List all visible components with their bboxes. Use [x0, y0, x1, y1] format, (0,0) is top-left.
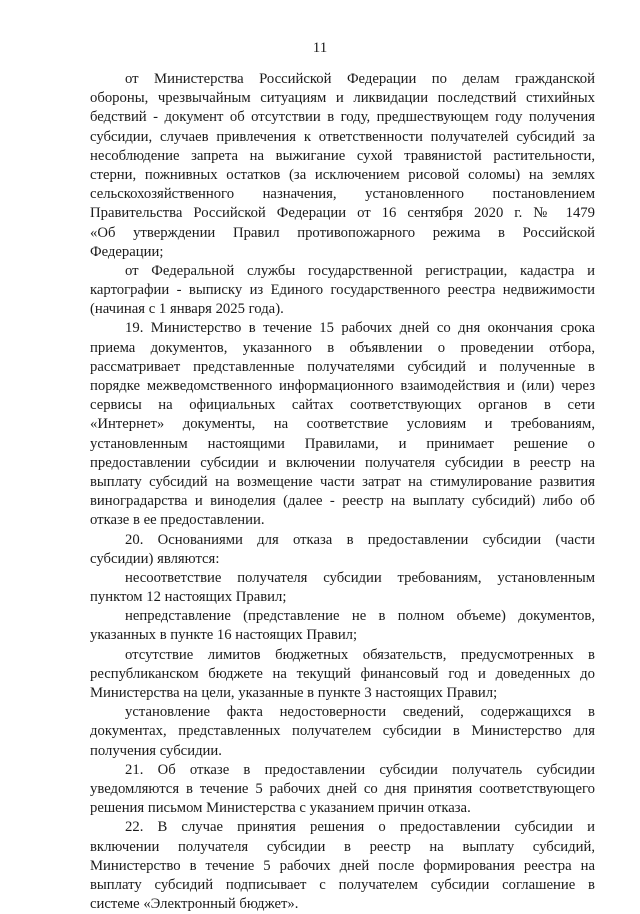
text-line: несоответствие получателя субсидии требованиям, установленным	[125, 569, 595, 586]
text-line: «Об утверждении Правил противопожарного режима в Российской	[90, 224, 595, 241]
text-line: сервисы на официальных сайтах соответствующих органов в сети	[90, 397, 595, 414]
text-line: от Министерства Российской Федерации по делам гражданской	[125, 71, 595, 87]
text-line: республиканском бюджете на текущий финансовый год и доведенных до	[90, 665, 595, 682]
text-line: указанных в пункте 16 настоящих Правил;	[90, 627, 358, 644]
text-line: уведомляются в течение 5 рабочих дней со дня принятия соответствующего	[90, 780, 595, 797]
text-line: Федерации;	[90, 243, 164, 260]
text-line: выплату субсидий подписывает с получателем субсидии соглашение в	[90, 876, 595, 893]
text-line: предоставлении субсидии и включении получателя субсидии в реестр на	[90, 454, 595, 471]
text-line: Министерства на цели, указанные в пункте 3 настоящих Правил;	[90, 685, 498, 701]
text-line: Министерство в течение 5 рабочих дней после формирования реестра на	[90, 857, 595, 874]
text-line: сельскохозяйственного назначения, установленного постановлением	[90, 186, 595, 203]
body-text	[90, 70, 595, 914]
text-line: приема документов, указанного в объявлении о проведении отбора,	[90, 339, 595, 356]
text-line: стерни, пожнивных остатков (за исключением рисовой соломы) на землях	[90, 166, 595, 183]
text-line: бедствий - документ об отсутствии в году, предшествующем году получения	[90, 109, 595, 126]
paragraph	[90, 569, 595, 607]
text-line: отказе в ее предоставлении.	[90, 512, 265, 529]
text-line: рассматривает представленные получателями субсидий и полученные в	[90, 358, 595, 375]
paragraph	[90, 818, 595, 914]
text-line: виноградарства и виноделия (далее - реестр на выплату субсидий) либо об	[90, 493, 595, 510]
text-line: документах, представленных получателем субсидии в Министерство для	[90, 723, 595, 740]
text-line: обороны, чрезвычайным ситуациям и ликвидации последствий стихийных	[90, 90, 595, 107]
text-line: 19. Министерство в течение 15 рабочих дней со дня окончания срока	[125, 320, 595, 337]
text-line: несоблюдение запрета на выжигание сухой травянистой растительности,	[90, 147, 595, 164]
text-line: включении получателя субсидии в реестр на выплату субсидий,	[90, 838, 595, 855]
text-line: установленным настоящими Правилами, и принимает решение о	[90, 435, 595, 452]
paragraph	[90, 703, 595, 761]
text-line: решения письмом Министерства с указанием причин отказа.	[90, 800, 471, 817]
paragraph	[90, 262, 595, 320]
text-line: «Интернет» документы, на соответствие условиям и требованиям,	[90, 416, 595, 433]
text-line: Правительства Российской Федерации от 16 сентября 2020 г. № 1479	[90, 205, 595, 222]
text-line: 22. В случае принятия решения о предоставлении субсидии и	[125, 819, 595, 836]
paragraph	[90, 761, 595, 819]
paragraph	[90, 319, 595, 530]
paragraph	[90, 70, 595, 262]
paragraph	[90, 607, 595, 645]
text-line: 21. Об отказе в предоставлении субсидии получатель субсидии	[125, 761, 595, 778]
text-line: отсутствие лимитов бюджетных обязательств, предусмотренных в	[125, 646, 595, 663]
text-line: порядке межведомственного информационного взаимодействия и (или) через	[90, 378, 595, 394]
text-line: системе «Электронный бюджет».	[90, 896, 299, 913]
text-line: от Федеральной службы государственной регистрации, кадастра и	[125, 262, 595, 279]
paragraph	[90, 531, 595, 569]
text-line: получения субсидии.	[90, 742, 222, 759]
text-line: пунктом 12 настоящих Правил;	[90, 589, 287, 606]
text-line: установление факта недостоверности сведений, содержащихся в	[125, 704, 595, 721]
text-line: непредставление (представление не в полном объеме) документов,	[125, 608, 595, 625]
paragraph	[90, 646, 595, 704]
text-line: субсидии, случаев привлечения к ответственности получателей субсидий за	[90, 128, 595, 145]
text-line: выплату субсидий на возмещение части затрат на стимулирование развития	[90, 473, 595, 490]
page-number: 11	[312, 40, 328, 56]
text-line: (начиная с 1 января 2025 года).	[90, 301, 284, 318]
text-line: субсидии) являются:	[90, 550, 220, 567]
text-line: 20. Основаниями для отказа в предоставлении субсидии (части	[125, 531, 595, 548]
text-line: картографии - выписку из Единого государственного реестра недвижимости	[90, 282, 595, 299]
